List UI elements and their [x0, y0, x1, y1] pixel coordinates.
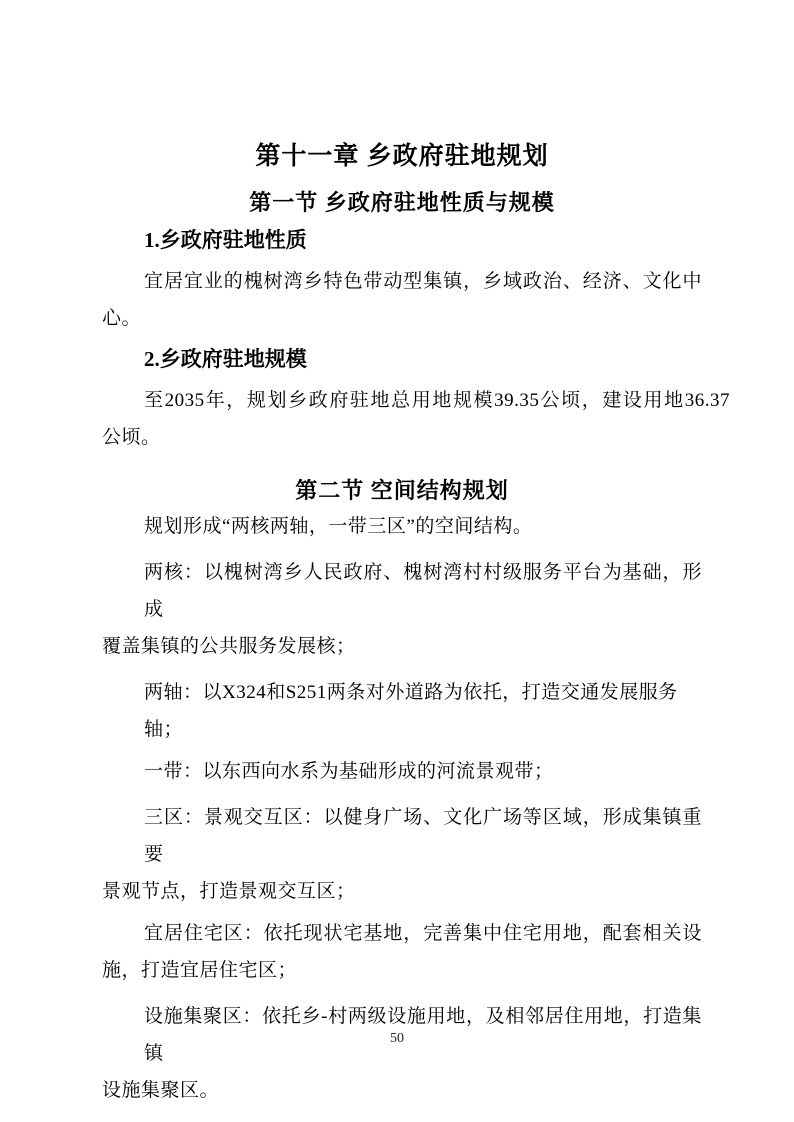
- text-line: 设施集聚区。: [102, 1080, 220, 1101]
- text-line: 至2035年，规划乡政府驻地总用地规模39.35公顷，建设用地36.37: [144, 390, 730, 411]
- paragraph-zone-residential: [102, 915, 702, 989]
- page-number: 50: [390, 1031, 404, 1046]
- heading-site-scale: 2.乡政府驻地规模: [144, 347, 307, 371]
- text-line: 两核：以槐树湾乡人民政府、槐树湾村村级服务平台为基础，形成: [144, 562, 702, 620]
- paragraph-two-cores: [102, 554, 702, 665]
- text-line: 宜居宜业的槐树湾乡特色带动型集镇，乡域政治、经济、文化中: [144, 271, 702, 292]
- section2-title: 第二节 空间结构规划: [295, 478, 509, 503]
- text-line: 三区：景观交互区：以健身广场、文化广场等区域，形成集镇重要: [144, 807, 702, 865]
- paragraph-two-axes: [102, 674, 702, 748]
- text-line: 一带：以东西向水系为基础形成的河流景观带；: [144, 761, 554, 782]
- text-line: 规划形成“两核两轴，一带三区”的空间结构。: [144, 516, 533, 537]
- text-line: 景观节点，打造景观交互区；: [102, 881, 356, 902]
- paragraph-one-belt: [102, 753, 702, 790]
- heading-site-nature: 1.乡政府驻地性质: [144, 228, 307, 252]
- text-line: 设施集聚区：依托乡-村两级设施用地，及相邻居住用地，打造集镇: [144, 1006, 702, 1064]
- section1-title: 第一节 乡政府驻地性质与规模: [249, 190, 555, 215]
- text-line: 两轴：以X324和S251两条对外道路为依托，打造交通发展服务轴；: [144, 682, 678, 740]
- text-line: 覆盖集镇的公共服务发展核；: [102, 636, 356, 657]
- paragraph-zone-landscape: [102, 799, 702, 910]
- chapter-title: 第十一章 乡政府驻地规划: [255, 143, 549, 170]
- text-line: 心。: [102, 308, 142, 329]
- paragraph-site-scale: [102, 382, 730, 456]
- text-line: 公顷。: [102, 427, 161, 448]
- paragraph-site-nature: [102, 263, 702, 337]
- text-line: 施，打造宜居住宅区；: [102, 960, 298, 981]
- text-line: 宜居住宅区：依托现状宅基地，完善集中住宅用地，配套相关设: [144, 923, 702, 944]
- paragraph-spatial-structure: [102, 508, 702, 545]
- paragraph-zone-facility: [102, 998, 702, 1109]
